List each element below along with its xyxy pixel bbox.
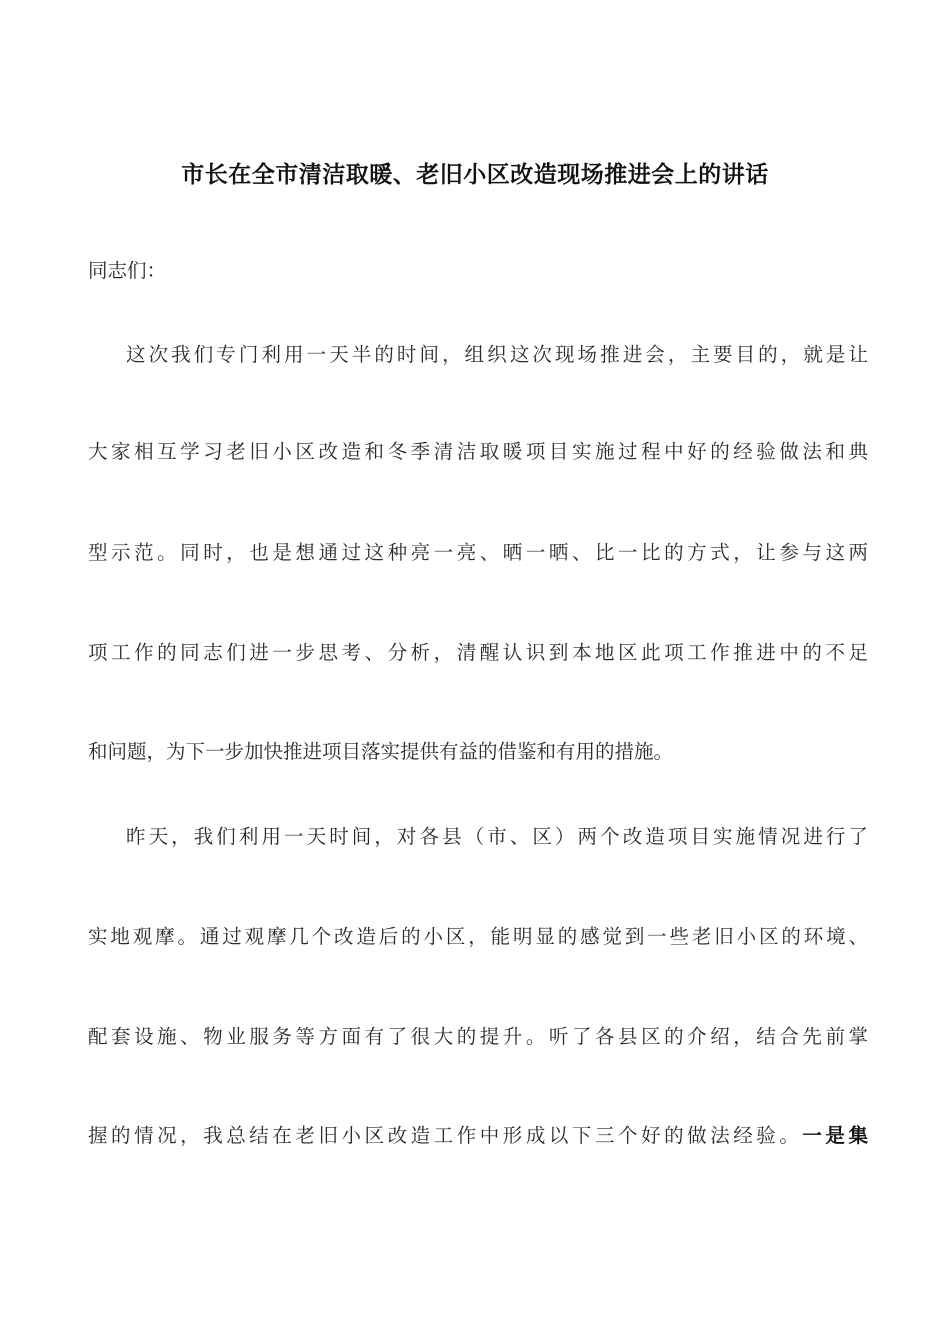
- paragraph-line: 配套设施、物业服务等方面有了很大的提升。听了各县区的介绍，结合先前掌: [88, 1025, 868, 1048]
- paragraph-line-final: [88, 1121, 868, 1151]
- paragraph-text: 握的情况，我总结在老旧小区改造工作中形成以下三个好的做法经验。: [88, 1124, 803, 1147]
- paragraph-line: 昨天，我们利用一天时间，对各县（市、区）两个改造项目实施情况进行了: [126, 825, 868, 848]
- paragraph-line: 项工作的同志们进一步思考、分析，清醒认识到本地区此项工作推进中的不足: [88, 641, 868, 664]
- emphasis-text: 一是集: [802, 1124, 868, 1147]
- paragraph-line: 实地观摩。通过观摩几个改造后的小区，能明显的感觉到一些老旧小区的环境、: [88, 925, 868, 948]
- paragraph-line: 大家相互学习老旧小区改造和冬季清洁取暖项目实施过程中好的经验做法和典: [88, 440, 868, 463]
- paragraph-line: 和问题，为下一步加快推进项目落实提供有益的借鉴和有用的措施。: [88, 740, 674, 763]
- paragraph-line: 这次我们专门利用一天半的时间，组织这次现场推进会，主要目的，就是让: [126, 343, 868, 366]
- salutation: 同志们：: [88, 259, 167, 282]
- paragraph-line: 型示范。同时，也是想通过这种亮一亮、晒一晒、比一比的方式，让参与这两: [88, 541, 868, 564]
- document-title: 市长在全市清洁取暖、老旧小区改造现场推进会上的讲话: [181, 161, 769, 188]
